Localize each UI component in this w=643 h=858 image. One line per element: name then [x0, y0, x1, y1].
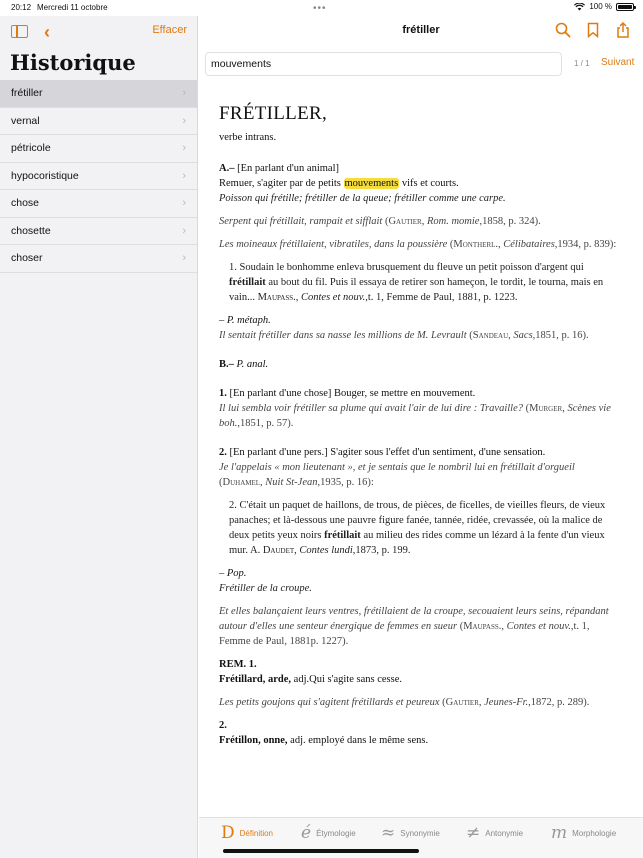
battery-fill	[618, 5, 632, 9]
chevron-right-icon: ›	[182, 114, 186, 127]
citation-ref: ,1872, p. 289).	[528, 697, 590, 708]
history-item-label: vernal	[11, 114, 40, 127]
citation-ref: ,1851, p. 16).	[532, 330, 589, 341]
remark-number: 2.	[219, 720, 227, 731]
example-citation	[219, 604, 621, 649]
example-citation	[219, 695, 621, 710]
sub-label: – P. métaph.	[219, 315, 271, 326]
example: Frétiller de la croupe.	[219, 583, 312, 594]
history-list	[0, 80, 197, 273]
tab-label: Étymologie	[316, 828, 356, 838]
citation-ref: ,1873, p. 199.	[352, 545, 411, 556]
history-item-label: frétiller	[11, 87, 43, 100]
part-of-speech: verbe intrans.	[219, 132, 277, 143]
quotation: 2. C'était un paquet de haillons, de trous, de pièces, de ficelles, de vieilles fleurs, de vieux panaches; et là-dessous une pauvre figure fanée, tannée, ridée, crevassée, où la malice de deux petits yeux noirs frétillait au milieu des rides comme un lézard à la fente d'un vieux mur. A. Daudet, Contes lundi,1873, p. 199.	[229, 500, 606, 556]
match-count: 1 / 1	[574, 59, 590, 68]
status-bar	[0, 0, 643, 16]
remark-definition: adj.Qui s'agite sans cesse.	[293, 674, 402, 685]
tab-label: Morphologie	[572, 828, 617, 838]
wifi-icon	[574, 3, 585, 11]
chevron-right-icon: ›	[182, 197, 186, 209]
citation-ref: ,1858, p. 324).	[479, 216, 541, 227]
header-actions	[555, 22, 631, 38]
example-text: Il sentait frétiller dans sa nasse les millions de M. Levrault	[219, 330, 467, 341]
citation-source: Sacs	[513, 330, 533, 341]
history-item[interactable]	[0, 108, 197, 136]
citation-author: Maupass.	[257, 292, 296, 303]
history-item[interactable]	[0, 218, 197, 246]
bookmark-icon[interactable]	[585, 22, 601, 38]
citation-source: Jeunes-Fr.	[484, 697, 529, 708]
example-citation	[219, 328, 621, 343]
chevron-right-icon: ›	[182, 224, 186, 237]
tab-glyph-icon: ≈	[381, 823, 396, 843]
citation-ref: ,1851, p. 57).	[237, 418, 294, 429]
citation-ref: ,t. 1, Femme de Paul, 1881p. 1227).	[219, 621, 590, 647]
sidebar-title: Historique	[10, 50, 136, 75]
def-text: vifs et courts.	[401, 178, 459, 189]
chevron-right-icon: ›	[182, 142, 186, 154]
citation-source: Nuit St-Jean	[265, 477, 318, 488]
tab-glyph-icon: é	[301, 823, 312, 843]
history-item-label: choser	[11, 252, 43, 265]
chevron-right-icon: ›	[182, 169, 186, 182]
example-text: Et elles balançaient leurs ventres, frétillaient de la croupe, secouaient leurs seins, répandant autour d'elles une senteur énergique de femmes en sueur	[219, 606, 609, 632]
page-title: frétiller	[402, 24, 440, 36]
remark-label: REM. 1.	[219, 659, 257, 670]
quote-text: au milieu des rides comme un lézard à la fente d'un vieux mur. A.	[229, 530, 605, 556]
sense-number: 1.	[219, 388, 227, 399]
tab-glyph-icon: ≠	[466, 823, 481, 843]
history-item-label: hypocoristique	[11, 169, 79, 182]
quote-text: 1. Soudain le bonhomme enleva brusquement du fleuve un petit poisson d'argent qui	[229, 262, 584, 273]
example-text: Les moineaux frétillaient, vibratiles, dans la poussière	[219, 239, 448, 250]
citation-author: Duhamel	[222, 477, 261, 488]
citation-ref: ,1934, p. 839):	[554, 239, 617, 250]
citation-author: Sandeau	[472, 330, 509, 341]
example: Poisson qui frétille; frétiller de la queue; frétiller comme une carpe.	[219, 193, 506, 204]
sidebar-toolbar	[0, 16, 198, 46]
status-date: Mercredi 11 octobre	[37, 3, 108, 12]
example-citation	[219, 214, 621, 229]
battery-icon	[616, 3, 634, 11]
section-a-context: [En parlant d'un animal]	[237, 163, 339, 174]
tab-label: Antonymie	[485, 828, 524, 838]
history-item-label: chosette	[11, 224, 51, 237]
citation-source: Contes lundi	[299, 545, 353, 556]
citation-source: Scènes vie boh.	[219, 403, 611, 429]
battery-percent: 100 %	[589, 2, 612, 11]
citation-author: Daudet	[262, 545, 295, 556]
history-item-label: chose	[11, 197, 40, 210]
multitasking-dots-icon[interactable]: •••	[313, 3, 327, 14]
citation-author: Gautier	[445, 697, 479, 708]
tab-label: Synonymie	[400, 828, 440, 838]
sub-label: – Pop.	[219, 568, 247, 579]
sidebar-toggle-icon[interactable]	[11, 25, 28, 38]
citation: (Maupass., Contes et nouv.,t. 1, Femme de Paul, 1881p. 1227).	[219, 621, 590, 647]
quotation: 1. Soudain le bonhomme enleva brusquement du fleuve un petit poisson d'argent qui frétillait au bout du fil. Puis il essaya de retirer son hameçon, le tordit, le tourna, mais en vain... Maupass., Contes et nouv.,t. 1, Femme de Paul, 1881, p. 1223.	[229, 262, 604, 303]
citation-author: Montherl.	[453, 239, 499, 250]
example-text: Il lui sembla voir frétiller sa plume qui avait l'air de lui dire : Travaille?	[219, 403, 523, 414]
citation-author: Gautier	[388, 216, 422, 227]
example-citation	[219, 401, 621, 431]
tab-morphology[interactable]	[551, 823, 616, 843]
citation-source: Contes et nouv.	[506, 621, 571, 632]
citation: (Gautier, Rom. momie,1858, p. 324).	[384, 216, 541, 227]
status-right	[574, 2, 634, 11]
tab-definition[interactable]	[221, 823, 273, 843]
section-a	[219, 161, 621, 343]
in-page-search	[205, 52, 637, 76]
example-citation	[219, 237, 621, 252]
main-pane	[199, 16, 643, 858]
example-text: Je l'appelais « mon lieutenant », et je sentais que le nombril lui en frétillait d'orgueil	[219, 462, 575, 473]
citation-source: Contes et nouv.	[301, 292, 366, 303]
history-item[interactable]	[0, 245, 197, 273]
back-chevron-icon[interactable]: ‹	[44, 22, 50, 42]
section-b-label: B.–	[219, 359, 234, 370]
citation-author: Murger	[529, 403, 563, 414]
citation: (Duhamel, Nuit St-Jean,1935, p. 16):	[219, 477, 374, 488]
history-item[interactable]	[0, 135, 197, 163]
search-icon[interactable]	[555, 22, 571, 38]
history-item[interactable]	[0, 80, 197, 108]
search-input[interactable]	[205, 52, 562, 76]
history-item[interactable]	[0, 190, 197, 218]
citation-source: Célibataires	[503, 239, 555, 250]
citation-ref: ,t. 1, Femme de Paul, 1881, p. 1223.	[365, 292, 518, 303]
citation-ref: ,1935, p. 16):	[317, 477, 374, 488]
status-time: 20:12	[11, 3, 32, 12]
citation-source: Rom. momie	[426, 216, 480, 227]
quote-keyword: frétillait	[229, 277, 266, 288]
tab-glyph-icon: m	[551, 823, 568, 843]
next-match-button[interactable]: Suivant	[601, 57, 635, 68]
section-a-definition	[219, 176, 621, 191]
def-text: Remuer, s'agiter par de petits	[219, 178, 341, 189]
section-b	[219, 357, 621, 649]
sense-definition: [En parlant d'une chose] Bouger, se mettre en mouvement.	[229, 388, 476, 399]
citation-author: Maupass.	[463, 621, 502, 632]
chevron-right-icon: ›	[182, 87, 186, 99]
remark-definition: adj. employé dans le même sens.	[290, 735, 429, 746]
history-sidebar	[0, 16, 198, 858]
clear-history-button[interactable]: Effacer	[152, 24, 187, 36]
history-item[interactable]	[0, 163, 197, 191]
share-icon[interactable]	[615, 22, 631, 38]
citation: (Montherl., Célibataires,1934, p. 839):	[449, 239, 617, 250]
history-item-label: pétricole	[11, 142, 51, 155]
citation: (Murger, Scènes vie boh.,1851, p. 57).	[219, 403, 611, 429]
section-a-label: A.–	[219, 163, 235, 174]
tab-label: Définition	[239, 828, 273, 838]
example-citation	[219, 460, 621, 490]
tab-glyph-icon: D	[221, 823, 235, 843]
search-highlight: mouvements	[344, 178, 399, 189]
tab-synonymy[interactable]	[381, 823, 440, 843]
citation: (Sandeau, Sacs,1851, p. 16).	[469, 330, 589, 341]
remark-word: Frétillard, arde,	[219, 674, 292, 685]
remark-word: Frétillon, onne,	[219, 735, 288, 746]
quote-text: au bout du fil. Puis il essaya de retirer son hameçon, le tordit, le tourna, mais en vain...	[229, 277, 604, 303]
chevron-right-icon: ›	[182, 252, 186, 264]
quote-keyword: frétillait	[324, 530, 361, 541]
tab-etymology[interactable]	[301, 823, 356, 843]
example-text: Les petits goujons qui s'agitent frétillards et peureux	[219, 697, 440, 708]
example-text: Serpent qui frétillait, rampait et sifflait	[219, 216, 383, 227]
sense-number: 2.	[219, 447, 227, 458]
remarks	[219, 657, 621, 748]
headword: FRÉTILLER,	[219, 103, 328, 124]
citation: (Gautier, Jeunes-Fr.,1872, p. 289).	[442, 697, 590, 708]
quote-text: 2. C'était un paquet de haillons, de trous, de pièces, de ficelles, de vieilles fleurs, de vieux panaches; et là-dessous une pauvre figure fanée, tannée, ridée, crevassée, où la malice de deux petits yeux noirs	[229, 500, 606, 541]
sense-definition: [En parlant d'une pers.] S'agiter sous l'effet d'un sentiment, d'une sensation.	[229, 447, 546, 458]
definition-article	[219, 104, 621, 748]
tab-antonymy[interactable]	[466, 823, 523, 843]
section-b-sub: P. anal.	[236, 359, 269, 370]
home-indicator[interactable]	[223, 849, 419, 853]
